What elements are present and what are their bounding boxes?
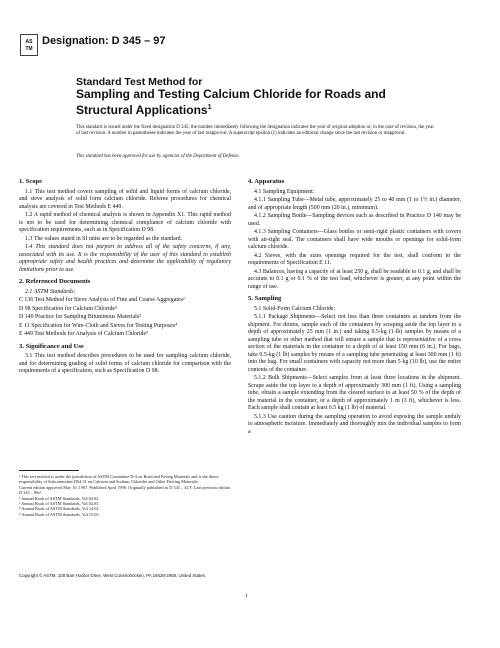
title-line-1: Standard Test Method for xyxy=(76,76,203,88)
footnote: ⁴ Annual Book of ASTM Standards, Vol 14.02. xyxy=(19,506,100,512)
footnote: ¹ This test method is under the jurisdiction of ASTM Committee D-4 on Road and Paving Materials and is the direct responsibility of Subcommittee D04.31 on Calcium and Sodium Chlorides and Other Deicing Materials. xyxy=(19,474,219,485)
svg-text:AS: AS xyxy=(25,39,33,45)
copyright-line: Copyright © ASTM, 100 Barr Harbor Drive, West Conshohocken, PA 19428-2959, United States. xyxy=(19,573,207,578)
title-line-3: Structural Applications xyxy=(76,103,208,117)
approval-note: This standard has been approved for use by agencies of the Department of Defense. xyxy=(76,154,240,159)
section-heading-apparatus: 4. Apparatus xyxy=(248,178,285,185)
reference-item: E 449 Test Methods for Analysis of Calcium Chloride⁵ xyxy=(19,331,149,337)
reference-item: E 11 Specification for Wire-Cloth and Sieves for Testing Purposes⁴ xyxy=(19,322,178,329)
footnote: ⁵ Annual Book of ASTM Standards, Vol 15.05. xyxy=(19,511,100,517)
paragraph-4-1-1: 4.1.1 Sampling Tube—Metal tube, approximately 25 to 40 mm (1 to 1½ in.) diameter, and of appropriate length (500 mm (20 in.), minimum). xyxy=(248,197,461,211)
designation: Designation: D 345 – 97 xyxy=(42,35,166,47)
paragraph-5-1-3: 5.1.3 Use caution during the sampling operation to avoid exposing the sample unduly to atmospheric moisture. Immediately and thoroughly mix the individual samples to form a xyxy=(248,413,461,435)
paragraph-5-1-1: 5.1.1 Package Shipments—Select not less than three containers at random from the shipment. For drums, sample each of the containers by scraping aside the top layer to a depth of approximately 25 mm (1 in.) and taking 0.5-kg (1-lb) samples by means of a sampling tube or other method that will ensure a sample that is representative of a cross section of the materials in the container to a depth of at least 150 mm (6 in.). For bags, take 0.5-kg (1 lb) samples by means of a sampling tube penetrating at least 300 mm (1 ft) into the bag. For small containers with capacity not more than 5 kg (10 lb), use the entire contents of the container. xyxy=(248,314,461,373)
footnote: Current edition approved May 10, 1997. Published April 1998. Originally published as D 345 – 32 T. Last previous edition D 345 – 90ε¹. xyxy=(19,484,231,496)
paragraph-1-2: 1.2 A rapid method of chemical analysis is shown in Appendix X1. This rapid method is not to be used for determining chemical compliance of calcium chloride with specification requirements, such as in Specification D 98. xyxy=(19,212,231,233)
reference-item: D 140 Practice for Sampling Bituminous Materials³ xyxy=(19,314,141,320)
paragraph-4-1-2: 4.1.2 Sampling Bottle—Sampling devices such as described in Practice D 140 may be used. xyxy=(248,213,461,227)
paragraph-4-1-3: 4.1.3 Sampling Containers—Glass bottles or semi-rigid plastic containers with covers with air-tight seal. The containers shall have wide mouths or openings for solid-form calcium chloride. xyxy=(248,229,461,250)
paragraph-4-3: 4.3 Balances, having a capacity of at least 250 g, shall be readable to 0.1 g, and shall be accurate to 0.1 g or 0.1 % of the test load, whichever is greater, at any point within the range of use. xyxy=(248,268,461,290)
paragraph-5-1-2: 5.1.2 Bulk Shipments—Select samples from at least three locations in the shipment. Scrape aside the top layer to a depth of approximately 300 mm (1 ft). Using a sampling tube, obtain a sample extending from the cleared surface to at least 50 % of the depth of the material in the container, or a depth of approximately 1 m (3 ft), whichever is less. Each sample shall contain at least 0.5 kg (1 lb) of material. xyxy=(248,375,461,411)
right-column xyxy=(248,174,461,437)
section-heading-referenced: 2. Referenced Documents xyxy=(19,278,91,285)
paragraph-1-4: 1.4 This standard does not purport to address all of the safety concerns, if any, associated with its use. It is the responsibility of the user of this standard to establish appropriate safety and health practices and determine the applicability of regulatory limitations prior to use. xyxy=(19,244,231,273)
astm-logo-icon xyxy=(20,34,38,56)
left-column xyxy=(19,174,231,377)
paragraph-3-1: 3.1 This test method describes procedures to be used for sampling calcium chloride, and for determining grading of solid forms of calcium chloride for comparison with the requirements of a specification, such as Specification D 98. xyxy=(19,353,231,374)
svg-text:TM: TM xyxy=(25,46,33,52)
document-title xyxy=(76,76,436,117)
footnote-divider xyxy=(19,470,79,471)
footnotes xyxy=(19,474,231,517)
paragraph-2-1: 2.1 ASTM Standards: xyxy=(25,288,76,295)
footnote: ² Annual Book of ASTM Standards, Vol 04.02. xyxy=(19,495,100,501)
title-superscript: 1 xyxy=(207,104,212,111)
section-heading-sampling: 5. Sampling xyxy=(248,295,282,302)
paragraph-5-1: 5.1 Solid-Form Calcium Chloride: xyxy=(254,305,336,312)
section-heading-significance: 3. Significance and Use xyxy=(19,342,84,350)
paragraph-4-1: 4.1 Sampling Equipment: xyxy=(254,188,315,195)
paragraph-4-2: 4.2 Sieves, with the sizes openings required for the test, shall conform to the requirements of Specification E 11. xyxy=(248,252,461,266)
title-line-3-wrapper xyxy=(76,101,436,117)
reference-item: C 136 Test Method for Sieve Analysis of Fine and Coarse Aggregates² xyxy=(19,297,185,303)
page-number: 1 xyxy=(245,593,248,599)
footnote: ³ Annual Book of ASTM Standards, Vol 04.03. xyxy=(19,501,100,507)
section-heading-scope: 1. Scope xyxy=(19,178,43,185)
title-line-2: Sampling and Testing Calcium Chloride for Roads and xyxy=(76,87,386,101)
paragraph-1-1: 1.1 This test method covers sampling of solid and liquid forms of calcium chloride, and sieve analysis of solid form calcium chloride. Referee procedures for chemical analysis are covered in Test Methods E 449. xyxy=(19,188,231,210)
paragraph-1-3: 1.3 The values stated in SI units are to be regarded as the standard. xyxy=(25,235,183,242)
issue-note: This standard is issued under the fixed designation D 345; the number immediately following the designation indicates the year of original adoption or, in the case of revision, the year of last revision. A number in parentheses indicates the year of last reapproval. A superscript epsilon (ε) indicates an editorial change since the last revision or reapproval. xyxy=(76,125,434,137)
reference-item: D 98 Specification for Calcium Chloride³ xyxy=(19,305,117,312)
